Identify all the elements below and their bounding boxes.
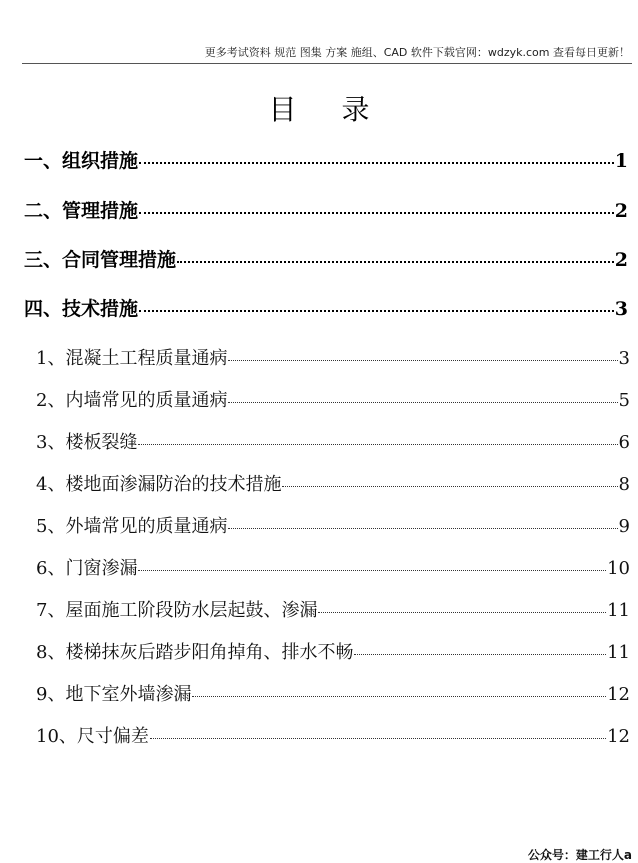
page-header-text: 更多考试资料 规范 图集 方案 施组、CAD 软件下载官网：wdzyk.com 查看每日更新！ xyxy=(204,46,630,59)
toc-subentry[interactable] xyxy=(36,344,630,370)
toc-entry-label: 一、组织措施 xyxy=(24,150,139,172)
toc-subentry[interactable] xyxy=(36,680,630,706)
toc-page-number: 2 xyxy=(614,200,628,222)
toc-page-number: 8 xyxy=(618,474,630,495)
toc-entry-label: 9、地下室外墙渗漏 xyxy=(36,684,192,705)
dot-leader xyxy=(139,212,614,214)
toc-entry-organization[interactable] xyxy=(24,146,628,173)
toc-subentry[interactable] xyxy=(36,428,630,454)
toc-page-number: 11 xyxy=(607,642,630,663)
toc-page-number: 6 xyxy=(618,432,630,453)
dot-leader xyxy=(150,738,606,739)
dot-leader xyxy=(139,310,614,312)
page-title: 目 录 xyxy=(268,93,388,126)
toc-page-number: 1 xyxy=(614,150,628,172)
toc-entry-contract-management[interactable] xyxy=(24,245,628,272)
toc-page-number: 12 xyxy=(607,684,630,705)
toc-entry-management[interactable] xyxy=(24,196,628,223)
footer-watermark-text: 公众号：建工行人a xyxy=(527,848,632,862)
toc-subentry[interactable] xyxy=(36,512,630,538)
toc-page-number: 12 xyxy=(607,726,630,747)
toc-entry-label: 三、合同管理措施 xyxy=(24,249,177,271)
dot-leader xyxy=(138,570,606,571)
toc-page-number: 3 xyxy=(614,298,628,320)
dot-leader xyxy=(228,528,617,529)
toc-entry-label: 10、尺寸偏差 xyxy=(36,726,149,747)
toc-entry-label: 8、楼梯抹灰后踏步阳角掉角、排水不畅 xyxy=(36,642,354,663)
dot-leader xyxy=(138,444,617,445)
toc-entry-label: 6、门窗渗漏 xyxy=(36,558,138,579)
toc-subentry[interactable] xyxy=(36,554,630,580)
toc-page-number: 9 xyxy=(618,516,630,537)
toc-entry-label: 1、混凝土工程质量通病 xyxy=(36,348,228,369)
dot-leader xyxy=(228,402,617,403)
dot-leader xyxy=(177,261,614,263)
dot-leader xyxy=(192,696,606,697)
toc-entry-label: 3、楼板裂缝 xyxy=(36,432,138,453)
toc-entry-label: 四、技术措施 xyxy=(24,298,139,320)
dot-leader xyxy=(354,654,606,655)
toc-entry-technical[interactable] xyxy=(24,294,628,321)
toc-entry-label: 7、屋面施工阶段防水层起鼓、渗漏 xyxy=(36,600,318,621)
dot-leader xyxy=(318,612,606,613)
dot-leader xyxy=(282,486,617,487)
toc-subentry[interactable] xyxy=(36,386,630,412)
toc-subentry[interactable] xyxy=(36,638,630,664)
toc-entry-label: 二、管理措施 xyxy=(24,200,139,222)
dot-leader xyxy=(139,162,614,164)
toc-subentry[interactable] xyxy=(36,596,630,622)
toc-page-number: 5 xyxy=(618,390,630,411)
toc-page-number: 10 xyxy=(607,558,630,579)
toc-entry-label: 5、外墙常见的质量通病 xyxy=(36,516,228,537)
toc-page-number: 3 xyxy=(618,348,630,369)
toc-subentry[interactable] xyxy=(36,722,630,748)
toc-subentry[interactable] xyxy=(36,470,630,496)
toc-entry-label: 4、楼地面渗漏防治的技术措施 xyxy=(36,474,282,495)
toc-page-number: 2 xyxy=(614,249,628,271)
dot-leader xyxy=(228,360,617,361)
toc-page-number: 11 xyxy=(607,600,630,621)
toc-entry-label: 2、内墙常见的质量通病 xyxy=(36,390,228,411)
